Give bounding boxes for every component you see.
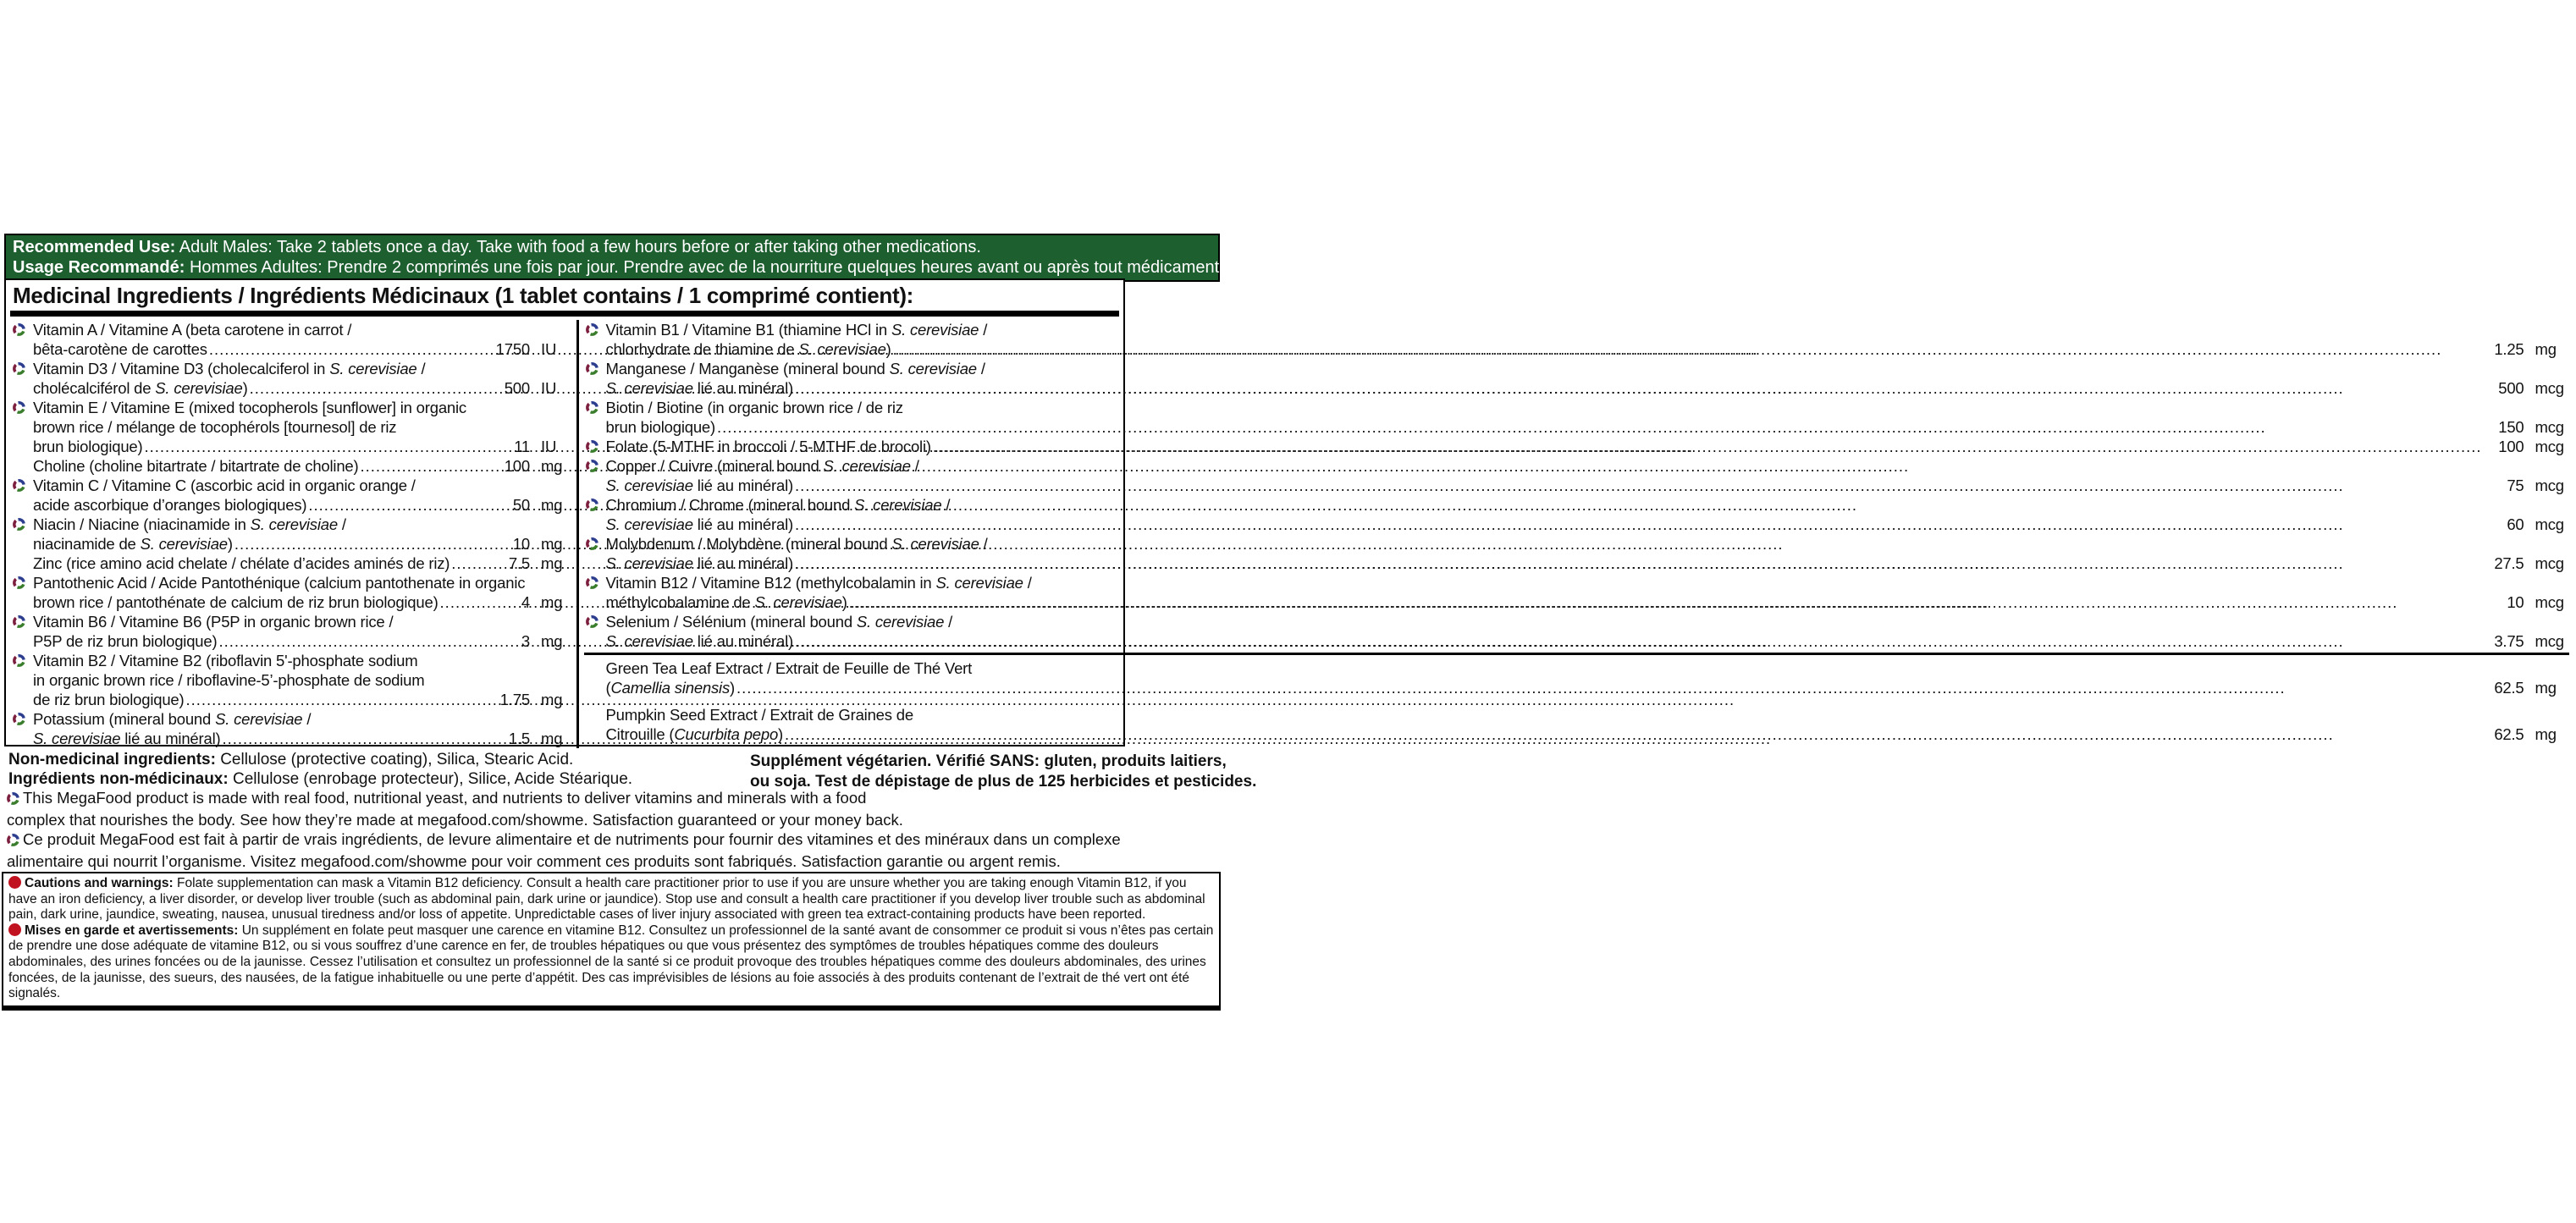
dot-leader (218, 631, 488, 651)
ingredient-amount-line (606, 592, 2569, 612)
ingredient-amount: 10 (2507, 593, 2524, 611)
ingredient-amount-line (33, 631, 575, 651)
ingredient-row (11, 554, 575, 573)
ingredient-name: Folate (5-MTHF in broccoli / 5-MTHF de brocoli) (605, 438, 931, 455)
ingredient-row (584, 705, 2569, 744)
megafood-swirl-icon (13, 576, 25, 589)
panel-title: Medicinal Ingredients / Ingrédients Médicinaux (1 tablet contains / 1 comprimé contient): (13, 283, 914, 308)
ingredient-row (584, 456, 2569, 495)
ingredient-name: S. cerevisiae lié au minéral) (605, 554, 793, 572)
guarantee-en-line1 (7, 788, 903, 810)
ingredient-unit: mg (541, 554, 563, 572)
guarantee-fr-line2: alimentaire qui nourrit l’organisme. Visitez megafood.com/showme pour voir comment ces produits sont fabriqués. Satisfaction garantie ou argent remis. (7, 852, 1061, 870)
ingredient-unit: mg (541, 593, 563, 611)
ingredient-unit: mcg (2535, 515, 2564, 533)
megafood-swirl-icon (13, 713, 25, 725)
ingredient-amount: 100 (2498, 438, 2524, 455)
non-medicinal-en (8, 750, 632, 769)
botanicals-divider (584, 653, 2569, 655)
ingredient-name: S. cerevisiae lié au minéral) (605, 477, 793, 494)
ingredients-column-right-top (584, 320, 2569, 651)
ingredient-name: Zinc (rice amino acid chelate / chélate d’acides aminés de riz) (33, 554, 450, 572)
dot-leader (360, 456, 488, 476)
dot-leader (308, 495, 488, 515)
ingredient-row (11, 612, 575, 651)
ingredient-amount: 1.25 (2494, 340, 2524, 358)
ingredient-amount-line (606, 417, 2569, 437)
ingredient-amount-line (33, 437, 575, 456)
megafood-swirl-icon (13, 654, 25, 667)
ingredient-amount-line (606, 437, 2569, 456)
megafood-swirl-icon (13, 323, 25, 336)
ingredient-row (584, 398, 2569, 437)
ingredient-amount: 1.75 (499, 691, 530, 708)
non-medicinal-fr-text: Cellulose (enrobage protecteur), Silice, Acide Stéarique. (228, 770, 633, 788)
ingredient-row (584, 359, 2569, 398)
ingredient-name: cholécalciférol de S. cerevisiae) (33, 379, 248, 397)
non-medicinal-ingredients (8, 750, 632, 789)
ingredient-amount: 60 (2507, 515, 2524, 533)
ingredient-row (11, 359, 575, 398)
ingredient-line: Copper / Cuivre (mineral bound S. cerevisiae / (605, 457, 919, 475)
vegetarian-statement (750, 752, 1256, 792)
ingredient-unit: mcg (2535, 593, 2564, 611)
megafood-swirl-icon (7, 834, 19, 846)
ingredient-row (584, 534, 2569, 573)
ingredient-amount: 3.75 (2494, 632, 2524, 650)
ingredient-unit: mg (2535, 678, 2557, 697)
megafood-swirl-icon (13, 615, 25, 628)
ingredient-row (11, 398, 575, 456)
megafood-swirl-icon (13, 362, 25, 375)
medicinal-ingredients-panel (4, 278, 2564, 747)
vegetarian-line2: ou soja. Test de dépistage de plus de 125 herbicides et pesticides. (750, 773, 1257, 791)
ingredient-unit: mg (541, 535, 563, 553)
ingredient-name: brun biologique) (33, 438, 143, 455)
ingredient-row (584, 320, 2569, 359)
ingredient-amount-line (33, 729, 575, 748)
ingredient-unit: mcg (2535, 418, 2564, 436)
cautions-fr-text: Un supplément en folate peut masquer une carence en vitamine B12. Consultez un professionnel de la santé avant de consommer ce produit si vous n’êtes pas certain de prendre une dose adéquate de vitamine B12, ou si vous souffrez d’une carence en fer, de troubles hépatiques ou que vous présentez des symptômes de troubles hépatiques comme des douleurs abdominales, des urines foncées ou de la jaunisse. Cessez l’utilisation et consultez un professionnel de la santé si ce produit provoque des troubles hépatiques comme des douleurs abdominales, des urines foncées, de la jaunisse, des sueurs, des nausées, de la fatigue inhabituelle ou une perte d’appétit. Des cas imprévisibles de lésions au foie associés à des produits contenant de l’extrait de thé vert ont été signalés. (8, 923, 1214, 1001)
recommended-use-fr-label: Usage Recommandé: (13, 258, 185, 277)
ingredient-amount-line (606, 476, 2569, 495)
ingredient-unit: mg (541, 691, 563, 708)
ingredient-line: Molybdenum / Molybdène (mineral bound S. cerevisiae / (605, 535, 988, 553)
ingredient-name: Choline (choline bitartrate / bitartrate de choline) (33, 457, 359, 475)
ingredient-name: (Camellia sinensis) (605, 678, 735, 697)
dot-leader (144, 437, 488, 456)
ingredient-amount-line (33, 592, 575, 612)
ingredient-name: de riz brun biologique) (33, 691, 185, 708)
dot-leader (785, 724, 2482, 744)
ingredient-amount: 1.5 (508, 730, 530, 747)
dot-leader (849, 592, 2482, 612)
ingredient-amount: 4 (521, 593, 530, 611)
ingredient-name: S. cerevisiae lié au minéral) (33, 730, 221, 747)
ingredient-line: Green Tea Leaf Extract / Extrait de Feuille de Thé Vert (605, 658, 973, 677)
ingredient-line: Manganese / Manganèse (mineral bound S. cerevisiae / (605, 360, 985, 377)
dot-leader (736, 678, 2482, 697)
megafood-swirl-icon (586, 537, 598, 550)
ingredient-line: brown rice / mélange de tocophérols [tournesol] de riz (33, 418, 397, 436)
ingredient-unit: mg (541, 457, 563, 475)
ingredient-row (11, 476, 575, 515)
ingredient-unit: IU (541, 438, 557, 455)
ingredient-amount: 500 (2498, 379, 2524, 397)
ingredient-row (11, 573, 575, 612)
dot-leader (250, 378, 488, 398)
ingredient-line: Chromium / Chrome (mineral bound S. cerevisiae / (605, 496, 951, 514)
ingredient-amount-line (33, 339, 575, 359)
ingredient-row (11, 456, 575, 476)
dot-leader (795, 378, 2482, 398)
ingredient-unit: mg (2535, 340, 2557, 358)
ingredient-row (11, 651, 575, 709)
ingredient-line: Vitamin B6 / Vitamine B6 (P5P in organic brown rice / (33, 613, 394, 631)
non-medicinal-en-text: Cellulose (protective coating), Silica, Stearic Acid. (215, 751, 574, 769)
ingredient-line: Vitamin B1 / Vitamine B1 (thiamine HCl in S. cerevisiae / (605, 321, 988, 339)
dot-leader (795, 476, 2482, 495)
ingredient-line: Potassium (mineral bound S. cerevisiae / (33, 710, 312, 728)
ingredients-column-left (6, 320, 576, 748)
ingredient-amount-line (606, 678, 2569, 697)
cautions-fr-label: Mises en garde et avertissements: (25, 923, 239, 938)
ingredient-row (11, 320, 575, 359)
dot-leader (234, 534, 488, 554)
ingredient-line: Vitamin D3 / Vitamine D3 (cholecalciferol in S. cerevisiae / (33, 360, 426, 377)
ingredient-amount: 62.5 (2494, 724, 2524, 743)
megafood-swirl-icon (586, 460, 598, 472)
ingredient-columns (6, 318, 2564, 748)
ingredient-row (584, 495, 2569, 534)
non-medicinal-en-label: Non-medicinal ingredients: (8, 751, 216, 769)
ingredient-row (11, 515, 575, 554)
ingredient-line: Pumpkin Seed Extract / Extrait de Graines de (605, 705, 913, 724)
ingredient-line: in organic brown rice / riboflavine-5’-phosphate de sodium (33, 671, 425, 689)
ingredients-column-right (579, 320, 2576, 748)
megafood-swirl-icon (586, 615, 598, 628)
ingredient-amount-line (33, 534, 575, 554)
guarantee-en-line2: complex that nourishes the body. See how they’re made at megafood.com/showme. Satisfaction guaranteed or your money back. (7, 811, 903, 829)
dot-leader (933, 437, 2482, 456)
ingredient-unit: IU (541, 379, 557, 397)
ingredient-unit: mcg (2535, 438, 2564, 455)
cautions-en-label: Cautions and warnings: (25, 876, 174, 890)
ingredient-line: Vitamin B12 / Vitamine B12 (methylcobalamin in S. cerevisiae / (605, 574, 1032, 592)
ingredient-amount: 27.5 (2494, 554, 2524, 572)
ingredient-name: brun biologique) (605, 418, 715, 436)
ingredient-unit: mg (541, 632, 563, 650)
megafood-swirl-icon (7, 831, 19, 851)
ingredient-name: méthylcobalamine de S. cerevisiae) (605, 593, 847, 611)
ingredient-amount-line (606, 378, 2569, 398)
ingredient-line: Selenium / Sélénium (mineral bound S. cerevisiae / (605, 613, 953, 631)
ingredient-name: brown rice / pantothénate de calcium de riz brun biologique) (33, 593, 439, 611)
ingredient-name: S. cerevisiae lié au minéral) (605, 379, 793, 397)
dot-leader (222, 729, 488, 748)
dot-leader (717, 417, 2482, 437)
recommended-use-fr-text: Hommes Adultes: Prendre 2 comprimés une fois par jour. Prendre avec de la nourriture quelques heures avant ou après tout médicament. (185, 258, 1224, 277)
megafood-swirl-icon (586, 576, 598, 589)
dot-leader (185, 690, 488, 709)
dot-leader (795, 631, 2482, 651)
ingredient-unit: IU (541, 340, 557, 358)
ingredient-unit: mg (541, 730, 563, 747)
cautions-en (8, 876, 1214, 923)
guarantee-fr (7, 829, 1121, 872)
dot-leader (451, 554, 488, 573)
guarantee-fr-line1-text: Ce produit MegaFood est fait à partir de vrais ingrédients, de levure alimentaire et de nutriments pour fournir des vitamines et des minéraux dans un complexe (23, 830, 1121, 848)
guarantee-en (7, 788, 903, 830)
megafood-swirl-icon (13, 401, 25, 414)
dot-leader (795, 515, 2482, 534)
ingredient-amount-line (33, 554, 575, 573)
guarantee-fr-line1 (7, 829, 1121, 851)
recommended-use-en-label: Recommended Use: (13, 238, 176, 256)
ingredient-row (584, 573, 2569, 612)
ingredient-amount-line (33, 378, 575, 398)
ingredient-amount: 10 (512, 535, 530, 553)
ingredient-unit: mcg (2535, 632, 2564, 650)
megafood-swirl-icon (586, 440, 598, 453)
dot-leader (209, 339, 488, 359)
recommended-use-en (13, 237, 1211, 257)
ingredient-unit: mcg (2535, 477, 2564, 494)
megafood-swirl-icon (586, 499, 598, 511)
ingredient-line: Vitamin B2 / Vitamine B2 (riboflavin 5'-phosphate sodium (33, 652, 418, 669)
ingredient-amount: 11 (514, 438, 530, 455)
ingredient-line: Vitamin C / Vitamine C (ascorbic acid in organic orange / (33, 477, 416, 494)
ingredient-amount-line (606, 631, 2569, 651)
ingredient-amount: 7.5 (508, 554, 530, 572)
megafood-swirl-icon (586, 362, 598, 375)
title-rule (10, 311, 1119, 317)
recommended-use-banner (4, 234, 1224, 282)
dot-leader (795, 554, 2482, 573)
cautions-box (2, 872, 1221, 1011)
ingredient-name: niacinamide de S. cerevisiae) (33, 535, 233, 553)
ingredient-name: S. cerevisiae lié au minéral) (605, 515, 793, 533)
ingredient-amount-line (606, 724, 2569, 744)
ingredient-amount: 3 (521, 632, 530, 650)
cautions-en-text: Folate supplementation can mask a Vitamin B12 deficiency. Consult a health care practitioner prior to use if you are unsure whether you are taking enough Vitamin B12, if you have an iron deficiency, a liver disorder, or develop liver trouble (such as abdominal pain, dark urine or jaundice). Stop use and consult a health care practitioner if you develop liver trouble such as abdominal pain, dark urine, jaundice, sweating, nausea, unusual tiredness and/or loss of appetite. Unpredictable cases of liver injury associated with green tea extract-containing products have been reported. (8, 876, 1205, 923)
guarantee-en-line1-text: This MegaFood product is made with real food, nutritional yeast, and nutrients to deliver vitamins and minerals with a food (23, 789, 867, 807)
cautions-fr (8, 923, 1214, 1002)
ingredient-amount: 500 (504, 379, 530, 397)
megafood-swirl-icon (7, 790, 19, 810)
ingredient-unit: mg (541, 496, 563, 514)
ingredient-amount-line (606, 515, 2569, 534)
ingredient-amount: 50 (512, 496, 530, 514)
ingredient-amount-line (33, 456, 575, 476)
ingredient-amount: 75 (2507, 477, 2524, 494)
megafood-swirl-icon (7, 792, 19, 805)
ingredient-amount-line (33, 495, 575, 515)
ingredient-line: Vitamin A / Vitamine A (beta carotene in carrot / (33, 321, 352, 339)
ingredient-line: Vitamin E / Vitamine E (mixed tocopherols [sunflower] in organic (33, 399, 466, 416)
ingredient-unit: mcg (2535, 379, 2564, 397)
recommended-use-en-text: Adult Males: Take 2 tablets once a day. Take with food a few hours before or after taking other medications. (175, 238, 981, 256)
ingredient-unit: mcg (2535, 554, 2564, 572)
megafood-swirl-icon (13, 479, 25, 492)
ingredient-amount-line (33, 690, 575, 709)
ingredient-name: acide ascorbique d’oranges biologiques) (33, 496, 307, 514)
ingredient-row (584, 612, 2569, 651)
ingredient-amount-line (606, 339, 2569, 359)
ingredient-line: Pantothenic Acid / Acide Pantothénique (calcium pantothenate in organic (33, 574, 526, 592)
megafood-swirl-icon (586, 401, 598, 414)
ingredient-amount: 150 (2498, 418, 2524, 436)
ingredient-line: Niacin / Niacine (niacinamide in S. cerevisiae / (33, 515, 346, 533)
ingredient-amount-line (606, 554, 2569, 573)
caution-bullet-icon (8, 876, 21, 889)
ingredient-unit: mg (2535, 724, 2557, 743)
vegetarian-line1: Supplément végétarien. Vérifié SANS: gluten, produits laitiers, (750, 752, 1227, 770)
dot-leader (893, 339, 2482, 359)
recommended-use-fr (13, 257, 1224, 278)
ingredient-row (584, 658, 2569, 697)
ingredient-amount: 1750 (495, 340, 530, 358)
caution-bullet-icon (8, 923, 21, 936)
megafood-swirl-icon (13, 518, 25, 531)
ingredient-name: Citrouille (Cucurbita pepo) (605, 724, 784, 743)
ingredient-name: bêta-carotène de carottes (33, 340, 207, 358)
ingredient-name: chlorhydrate de thiamine de S. cerevisiae) (605, 340, 891, 358)
ingredient-name: P5P de riz brun biologique) (33, 632, 218, 650)
ingredient-amount: 100 (504, 457, 530, 475)
non-medicinal-fr (8, 769, 632, 789)
ingredient-name: S. cerevisiae lié au minéral) (605, 632, 793, 650)
ingredient-line: Biotin / Biotine (in organic brown rice / de riz (605, 399, 903, 416)
ingredient-amount: 62.5 (2494, 678, 2524, 697)
ingredient-row (584, 437, 2569, 456)
non-medicinal-fr-label: Ingrédients non-médicinaux: (8, 770, 229, 788)
megafood-swirl-icon (586, 323, 598, 336)
dot-leader (440, 592, 488, 612)
ingredient-row (11, 709, 575, 748)
